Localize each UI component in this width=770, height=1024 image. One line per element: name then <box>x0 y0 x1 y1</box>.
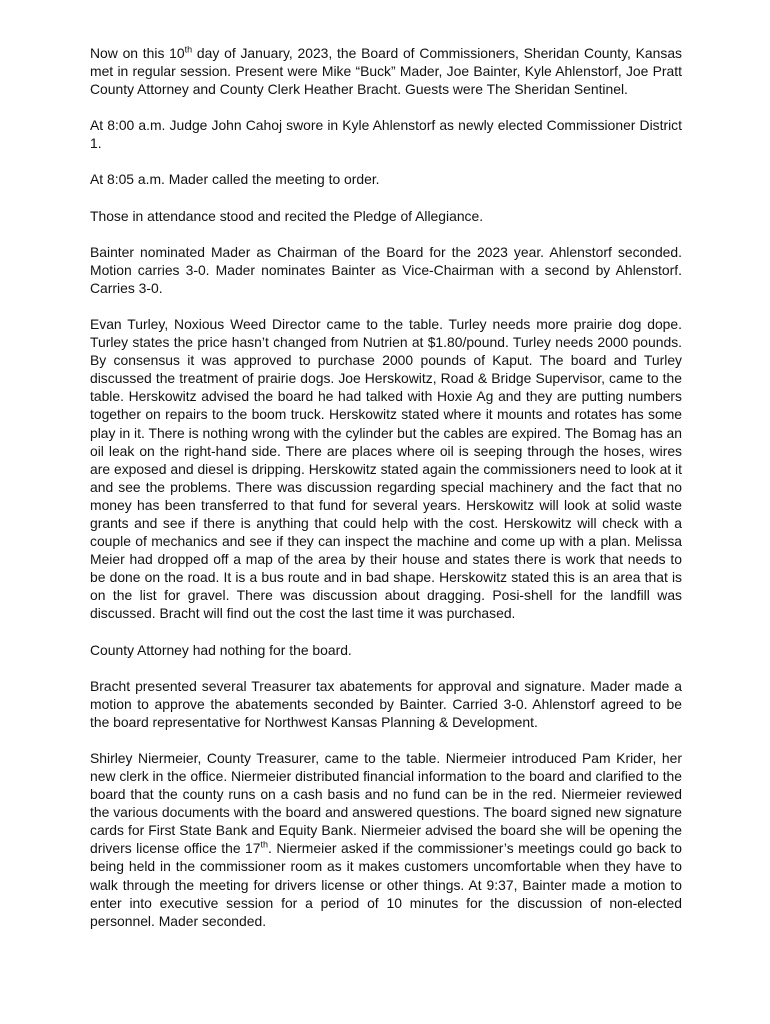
ordinal-suffix: th <box>184 44 193 55</box>
ordinal-suffix: th <box>260 839 269 850</box>
paragraph-nominations: Bainter nominated Mader as Chairman of the Board for the 2023 year. Ahlenstorf seconded. Motion carries 3-0. Mader nominates Bainter as Vice-Chairman with a second by Ahlenstorf. Carries 3-0. <box>90 243 682 296</box>
paragraph-session-intro <box>90 44 682 98</box>
paragraph-text: . Niermeier asked if the commissioner’s meetings could go back to being held in the commissioner room as it makes customers uncomfortable when they have to walk through the meeting for drivers license or other things. At 9:37, Bainter made a motion to enter into executive session for a period of 10 minutes for the discussion of non-elected personnel. Mader seconded. <box>90 840 682 929</box>
paragraph-tax-abatements: Bracht presented several Treasurer tax abatements for approval and signature. Mader made a motion to approve the abatements seconded by Bainter. Carried 3-0. Ahlenstorf agreed to be the board representative for Northwest Kansas Planning & Development. <box>90 677 682 730</box>
paragraph-text: day of January, 2023, the Board of Commissioners, Sheridan County, Kansas met in regular session. Present were Mike “Buck” Mader, Joe Bainter, Kyle Ahlenstorf, Joe Pratt County Attorney and County Clerk Heather Bracht. Guests were The Sheridan Sentinel. <box>90 45 682 98</box>
paragraph-county-attorney: County Attorney had nothing for the board. <box>90 641 352 658</box>
paragraph-text: Now on this 10 <box>90 45 185 61</box>
minutes-body <box>90 44 682 948</box>
paragraph-text: Shirley Niermeier, County Treasurer, came to the table. Niermeier introduced Pam Krider, her new clerk in the office. Niermeier distributed financial information to the board and clarified to the board that the county runs on a cash basis and no fund can be in the red. Niermeier reviewed the various documents with the board and answered questions. The board signed new signature cards for First State Bank and Equity Bank. Niermeier advised the board she will be opening the drivers license office the 17 <box>90 749 682 857</box>
paragraph-swearing-in: At 8:00 a.m. Judge John Cahoj swore in Kyle Ahlenstorf as newly elected Commissioner District 1. <box>90 117 682 152</box>
paragraph-call-to-order: At 8:05 a.m. Mader called the meeting to order. <box>90 171 380 188</box>
paragraph-pledge: Those in attendance stood and recited the Pledge of Allegiance. <box>90 207 484 224</box>
paragraph-noxious-weed-road-bridge: Evan Turley, Noxious Weed Director came to the table. Turley needs more prairie dog dope. Turley states the price hasn’t changed from Nutrien at $1.80/pound. Turley needs 2000 pounds. By consensus it was approved to purchase 2000 pounds of Kaput. The board and Turley discussed the treatment of prairie dogs. Joe Herskowitz, Road & Bridge Supervisor, came to the table. Herskowitz advised the board he had talked with Hoxie Ag and they are putting numbers together on repairs to the boom truck. Herskowitz stated where it mounts and rotates has some play in it. There is nothing wrong with the cylinder but the cables are expired. The Bomag has an oil leak on the right-hand side. There are places where oil is seeping through the hoses, wires are exposed and diesel is dripping. Herskowitz stated again the commissioners need to look at it and see the problems. There was discussion regarding special machinery and the fact that no money has been transferred to that fund for several years. Herskowitz will look at solid waste grants and see if there is anything that could help with the cost. Herskowitz will check with a couple of mechanics and see if they can inspect the machine and come up with a plan. Melissa Meier had dropped off a map of the area by their house and states there is work that needs to be done on the road. It is a bus route and in bad shape. Herskowitz stated this is an area that is on the list for gravel. There was discussion about dragging. Posi-shell for the landfill was discussed. Bracht will find out the cost the last time it was purchased. <box>90 315 682 622</box>
paragraph-county-treasurer <box>90 749 682 930</box>
